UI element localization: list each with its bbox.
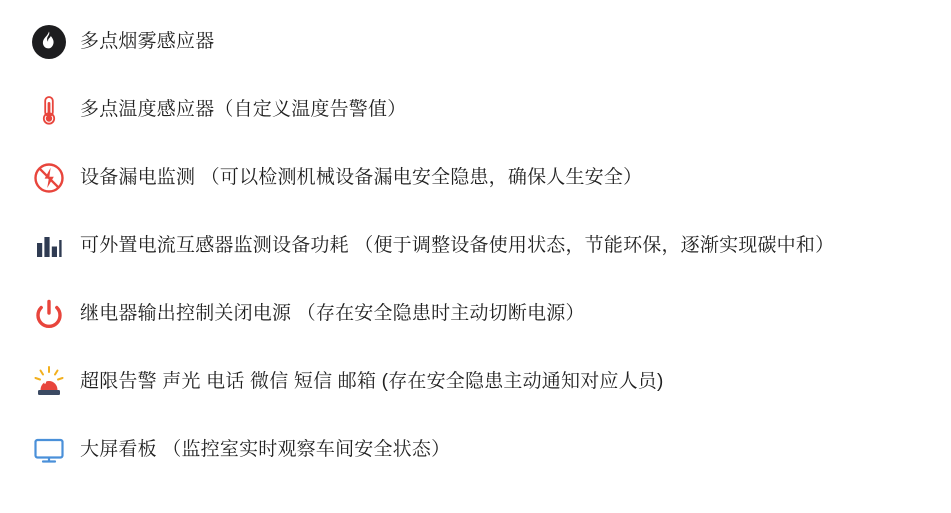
bar-chart-icon bbox=[18, 227, 80, 265]
smoke-fire-sensor-icon bbox=[18, 23, 80, 61]
list-item-label: 可外置电流互感器监测设备功耗 （便于调整设备使用状态，节能环保，逐渐实现碳中和） bbox=[80, 235, 835, 257]
list-item bbox=[0, 76, 951, 144]
alarm-siren-icon bbox=[18, 363, 80, 401]
list-item-label: 多点烟雾感应器 bbox=[80, 31, 215, 53]
electric-shock-warning-icon bbox=[18, 159, 80, 197]
list-item bbox=[0, 212, 951, 280]
list-item-label: 大屏看板 （监控室实时观察车间安全状态） bbox=[80, 439, 451, 461]
list-item bbox=[0, 348, 951, 416]
list-item bbox=[0, 280, 951, 348]
list-item bbox=[0, 416, 951, 484]
list-item bbox=[0, 8, 951, 76]
thermometer-icon bbox=[18, 91, 80, 129]
list-item-label: 设备漏电监测 （可以检测机械设备漏电安全隐患，确保人生安全） bbox=[80, 167, 643, 189]
list-item-label: 继电器输出控制关闭电源 （存在安全隐患时主动切断电源） bbox=[80, 303, 585, 325]
monitor-screen-icon bbox=[18, 431, 80, 469]
list-item-label: 多点温度感应器（自定义温度告警值） bbox=[80, 99, 407, 121]
power-button-icon bbox=[18, 295, 80, 333]
list-item-label: 超限告警 声光 电话 微信 短信 邮箱 (存在安全隐患主动通知对应人员) bbox=[80, 371, 664, 393]
list-item bbox=[0, 144, 951, 212]
